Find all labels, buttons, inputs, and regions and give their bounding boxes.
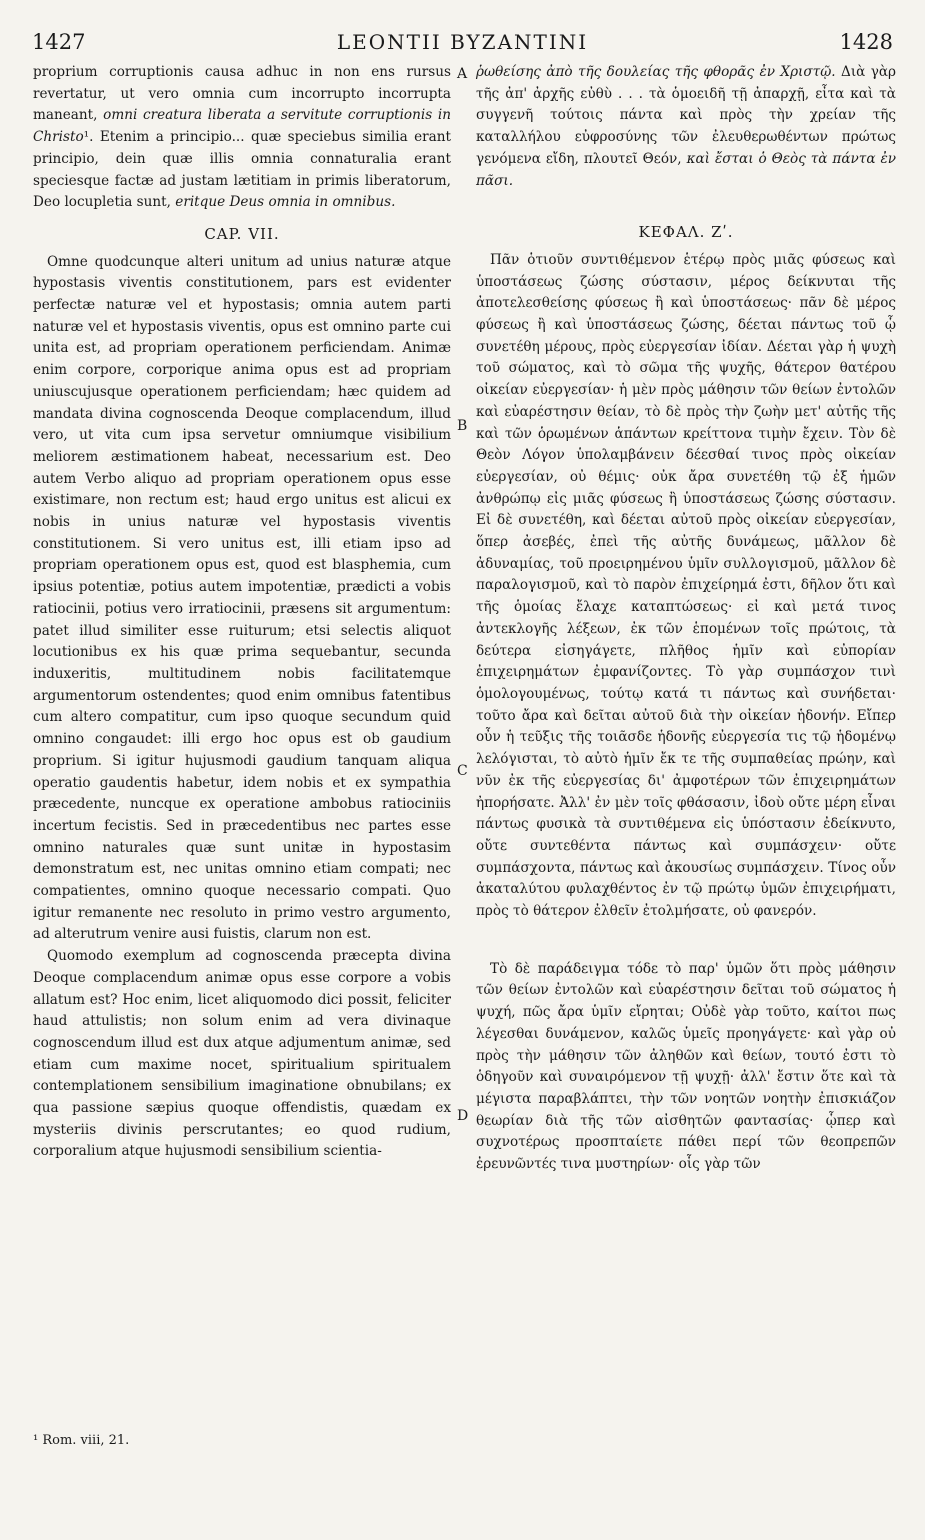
latin-paragraph-2: Omne quodcunque alteri unitum ad unius naturæ atque hypostasis viventis constitutionem, pars est evidenter perfectæ naturæ vel et hypostasis; omnia autem parti naturæ vel et hypostasis viventis, opus est omnino parte cui unita est, ad propriam operationem perficiendam. Animæ enim corpore, corporique anima opus est ad propriam uniuscujusque operationem perficiendam; hæc quidem ad mandata divina cognoscenda Deoque complacendum, illud vero, ut vita cum ipsa servetur omniumque visibilium meliorem æstimationem habeat, necessarium est. Deo autem Verbo aliquo ad propriam operationem opus esse existimare, non rectum est; haud ergo unitus est alicui ex nobis in unius naturæ vel hypostasis viventis constitutionem. Si vero unitus est, illi etiam ipso ad propriam operationem opus est, quod est blasphemia, cum ipsius potentiæ, potius autem impotentiæ, prædicti a vobis ratiocinii, potius vero irratiocinii, præsens sit argumentum: patet illud similiter esse ruiturum; etsi selectis aliquot locutionibus ex his quæ prima sequebantur, secunda induxeritis, multitudinem nobis facilitatemque argumentorum ostendentes; quod enim omnibus fatentibus cum altero compatitur, cum ipso quoque secundum quid omnino congaudet: illi ergo hoc opus est ob gaudium proprium. Si igitur hujusmodi gaudium tanquam aliqua operatio gaudentis habetur, idem nobis et ex sympathia præcedente, nuncque ex operatione ambobus ratiociniis incertum fecistis. Sed in præcedentibus nec partes esse omnino naturales quæ sunt unitæ in hypostasim demonstratum est, nec unitas omnino etiam compati; nec compatientes, omnino quoque necessario compati. Quo igitur remanente nec resoluto in primo vestro argumento, ad alterutrum venire ausi fuistis, clarum non est.	[33, 253, 451, 943]
margin-letter-c: C	[457, 763, 468, 779]
margin-letter-a: A	[457, 66, 468, 82]
running-title: LEONTII BYZANTINI	[336, 30, 589, 54]
footnote: ¹ Rom. viii, 21.	[33, 1433, 130, 1448]
page-number-right: 1428	[839, 30, 893, 54]
latin-paragraph-3: Quomodo exemplum ad cognoscenda præcepta divina Deoque complacendum animæ opus esse corpore a vobis allatum est? Hoc enim, licet aliquomodo dici possit, feliciter haud attulistis; non solum enim ad vera divinaque cognoscendum illud est dux atque adjumentum animæ, sed etiam cum maxime nocet, spiritualium spiritualem contemplationem sensibilium imaginatione obnubilans; ex qua passione sæpius quoque offendistis, quædam ex mysteriis divinis perscrutantes; eo quod rudium, corporalium atque hujusmodi sensibilium scientia-	[33, 948, 451, 1160]
margin-letter-d: D	[457, 1108, 469, 1124]
latin-paragraph-1: proprium corruptionis causa adhuc in non ens rursus revertatur, ut vero omnia cum incorrupto incorrupta maneant, omni creatura liberata a servitute corruptionis in Christo¹. Etenim a principio... quæ speciebus similia erant principio, dein quæ illis omnia connaturalia erant speciesque factæ ad justam lætitiam in primis liberatorum, Deo locupletia sunt, eritque Deus omnia in omnibus.	[33, 64, 451, 211]
greek-paragraph-3: Τὸ δὲ παράδειγμα τόδε τὸ παρ' ὑμῶν ὅτι πρὸς μάθησιν τῶν θείων ἐντολῶν καὶ εὐαρέστησιν δεῖται τοῦ σώματος ἡ ψυχή, πῶς ἄρα ὑμῖν εἴρηται; Οὐδὲ γὰρ τοῦτο, καίτοι πως λέγεσθαι δυνάμενον, καλῶς ὑμεῖς προηγάγετε· καὶ γὰρ οὐ πρὸς τὴν μάθησιν τῶν ἀληθῶν καὶ θείων, τουτό ἐστι τὸ ὁδηγοῦν καὶ συναιρόμενον τῇ ψυχῇ· ἀλλ' ἔστιν ὅτε καὶ τὰ μέγιστα παραβλάπτει, τὴν τῶν νοητῶν νοητὴν ἐπισκιάζον θεωρίαν διὰ τῆς τῶν αἰσθητῶν φαντασίας· ᾧπερ καὶ συχνοτέρως προσπταίετε πάθει περί τῶν θεοπρεπῶν ἐρευνῶντές τινα μυστηρίων· οἷς γὰρ τῶν	[476, 960, 896, 1173]
page-number-left: 1427	[32, 30, 86, 54]
greek-chapter-heading: ΚΕΦΑΛ. Ζʹ.	[638, 223, 734, 242]
greek-paragraph-2: Πᾶν ὁτιοῦν συντιθέμενον ἑτέρῳ πρὸς μιᾶς φύσεως καὶ ὑποστάσεως ζώσης σύστασιν, μέρος δείκνυται τῆς ἀποτελεσθείσης φύσεως ἢ καὶ ὑποστάσεως· πᾶν δὲ μέρος φύσεως ἢ καὶ ὑποστάσεως ζώσης, δέεται πάντως τοῦ ᾧ συνετέθη μέρους, πρὸς εὐεργεσίαν ἰδίαν. Δέεται γὰρ ἡ ψυχὴ τοῦ σώματος, καὶ τὸ σῶμα τῆς ψυχῆς, θάτερον θατέρου οἰκείαν εὐεργεσίαν· ἡ μὲν πρὸς μάθησιν τῶν θείων ἐντολῶν καὶ εὐαρέστησιν θείαν, τὸ δὲ πρὸς τὴν ζωὴν μετ' αὐτῆς τῆς καὶ τῶν ὁρωμένων ἁπάντων κρείττονα τιμὴν ἔχειν. Τὸν δὲ Θεὸν Λόγον ὑπολαμβάνειν δέεσθαί τινος πρὸς οἰκείαν εὐεργεσίαν, οὐ θέμις· οὐκ ἄρα συνετέθη τῷ ἐξ ἡμῶν ἀνθρώπῳ εἰς μιᾶς φύσεως ἢ ὑποστάσεως ζώσης σύστασιν. Εἰ δὲ συνετέθη, καὶ δέεται αὐτοῦ πρὸς οἰκείαν εὐεργεσίαν, ὅπερ ἀσεβές, ἐπεὶ τῆς αὐτῆς δυνάμεως, μᾶλλον δὲ ἀδυναμίας, τοῦ προειρημένου ὑμῖν συλλογισμοῦ, μᾶλλον δὲ παραλογισμοῦ, καὶ τὸ παρὸν ἐπιχείρημά ἐστι, δῆλον ὅτι καὶ τῆς ὁμοίας ἔλαχε καταπτώσεως· εἰ καὶ μετά τινος ἀντεκλογῆς λέξεων, ἐκ τῶν ἑπομένων τοῖς πρώτοις, τὰ δεύτερα εἰσηγάγετε, πλῆθος ἡμῖν καὶ εὐπορίαν ἐπιχειρημάτων ἐμφανίζοντες. Τὸ γὰρ συμπάσχον τινὶ ὁμολογουμένως, τούτῳ κατά τι πάντως καὶ συνήδεται· τοῦτο ἄρα καὶ δεῖται αὐτοῦ διὰ τὴν οἰκείαν ἡδονήν. Εἴπερ οὖν ἡ τεῦξις τῆς τοιᾶσδε ἡδονῆς εὐεργεσία τις τῷ ἡδομένῳ λελόγισται, τὸ αὐτὸ ἡμῖν ἔκ τε τῆς συμπαθείας πρώην, καὶ νῦν ἐκ τῆς εὐεργεσίας δι' ἀμφοτέρων τῶν ἐπιχειρημάτων ἠπορήσατε. Ἀλλ' ἐν μὲν τοῖς φθάσασιν, ἰδοὺ οὔτε μέρη εἶναι πάντως φυσικὰ τὰ συντιθέμενα εἰς ὑπόστασιν ἐδείκνυτο, οὔτε συντεθέντα πάντως καὶ συμπάσχειν· οὔτε συμπάσχοντα, πάντως καὶ ἀκουσίως συμπάσχειν. Τίνος οὖν ἀκαταλύτου φυλαχθέντος ἐν τῷ πρώτῳ ὑμῶν ἐπιχειρήματι, πρὸς τὸ θάτερον ἐλθεῖν ἐτολμήσατε, οὐ φανερόν.	[476, 251, 896, 920]
page-header	[32, 30, 893, 60]
latin-column	[33, 62, 451, 1163]
greek-paragraph-1: ῥωθείσης ἀπὸ τῆς δουλείας τῆς φθορᾶς ἐν Χριστῷ. Διὰ γὰρ τῆς ἀπ' ἀρχῆς εὐθὺ . . . τὰ ὁμοειδῆ τῇ ἀπαρχῇ, εἶτα καὶ τὰ συγγενῆ τούτοις πάντα καὶ πρὸς τὴν χρείαν τῆς καταλλήλου εὐφροσύνης τῶν ἐλευθερωθέντων πρώτως γενόμενα εἴδη, πλουτεῖ Θεόν, καὶ ἔσται ὁ Θεὸς τὰ πάντα ἐν πᾶσι.	[476, 64, 897, 189]
greek-column	[476, 62, 896, 1176]
latin-chapter-heading: CAP. VII.	[204, 224, 280, 243]
margin-letter-b: B	[457, 418, 468, 434]
